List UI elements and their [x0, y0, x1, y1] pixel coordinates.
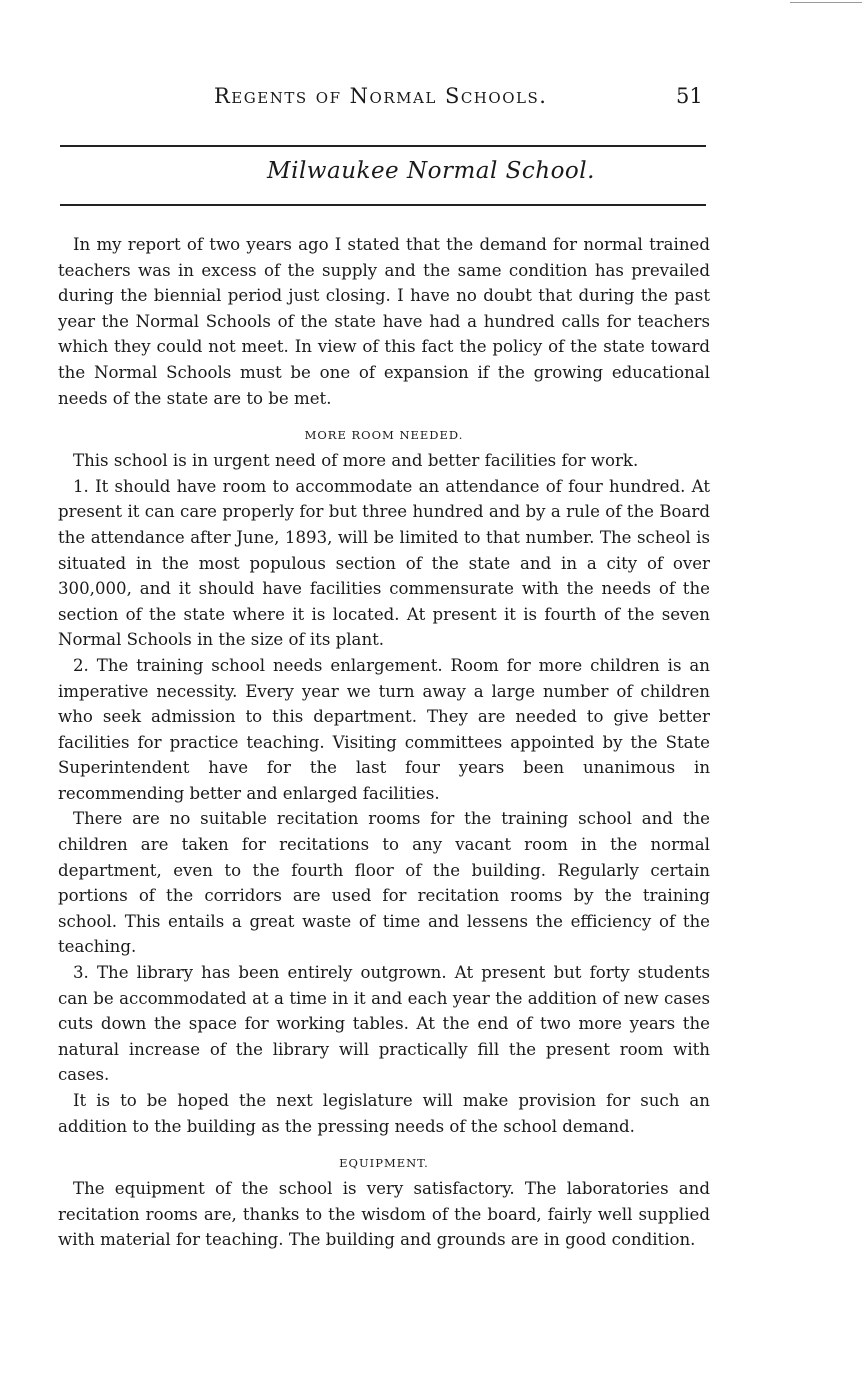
heading-more-room-needed: MORE ROOM NEEDED. [304, 428, 464, 443]
paragraph-item-2: 2. The training school needs enlargement. Room for more children is an imperative necessity. Every year we turn away a large number of children who seek admission to this department. They are needed to give better facilities for practice teaching. Visiting committees appointed by the State Superintendent have for the last four years been unanimous in recommending better and enlarged facilities. [58, 655, 710, 803]
title-rule-bottom [60, 204, 706, 206]
paragraph-closing: It is to be hoped the next legislature will make provision for such an addition to the building as the pressing needs of the school demand. [58, 1091, 710, 1136]
paragraph-item-1: 1. It should have room to accommodate an attendance of four hundred. At present it can care properly for but three hundred and by a rule of the Board the attendance after June, 1893, will be limited to that number. The scheol is situated in the most populous section of the state and in a city of over 300,000, and it should have facilities commensurate with the needs of the section of the state where it is located. At present it is fourth of the seven Normal Schools in the size of its plant. [58, 476, 710, 650]
running-head-title: Regents of Normal Schools. [214, 84, 548, 108]
paragraph-equipment: The equipment of the school is very satisfactory. The laboratories and recitation rooms are, thanks to the wisdom of the board, fairly well supplied with material for teaching. The building and grounds are in good condition. [58, 1179, 710, 1250]
paragraph-item-2-continued: There are no suitable recitation rooms for the training school and the children are taken for recitations to any vacant room in the normal department, even to the fourth floor of the building. Regularly certain portions of the corridors are used for recitation rooms by the training school. This entails a great waste of time and lessens the efficiency of the teaching. [58, 809, 710, 957]
title-rule-top [60, 145, 706, 147]
heading-equipment: EQUIPMENT. [339, 1156, 429, 1171]
section-title: Milwaukee Normal School. [267, 158, 595, 184]
page-number: 51 [676, 84, 703, 108]
paragraph-intro: In my report of two years ago I stated that the demand for normal trained teachers was in excess of the supply and the same condition has prevailed during the biennial period just closing. I have no doubt that during the past year the Normal Schools of the state have had a hundred calls for teachers which they could not meet. In view of this fact the policy of the state toward the Normal Schools must be one of expansion if the growing educational needs of the state are to be met. [58, 235, 710, 408]
body-text [58, 232, 710, 1253]
running-head [0, 84, 862, 114]
page-edge-line [790, 2, 862, 3]
paragraph-more-room-intro: This school is in urgent need of more and better facilities for work. [73, 451, 639, 471]
paragraph-item-3: 3. The library has been entirely outgrown. At present but forty students can be accommodated at a time in it and each year the addition of new cases cuts down the space for working tables. At the end of two more years the natural increase of the library will practically fill the present room with cases. [58, 963, 710, 1085]
